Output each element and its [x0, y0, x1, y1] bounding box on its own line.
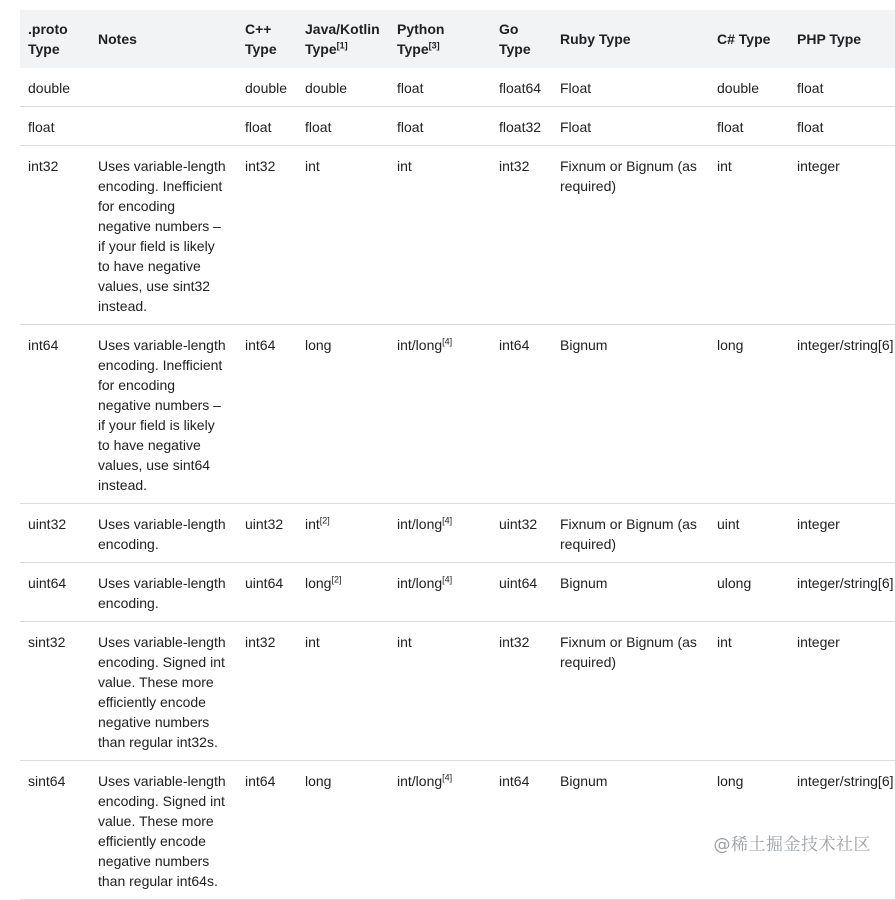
- cell-ruby-type: [552, 622, 709, 761]
- cpp-type-value: uint32: [245, 516, 284, 532]
- notes-line: instead.: [98, 298, 148, 314]
- php-type-value: integer: [797, 158, 840, 174]
- scalar-types-table-container: [20, 10, 895, 900]
- cell-go-type: [491, 107, 552, 146]
- proto-type-value: float: [28, 119, 55, 135]
- notes-line: for encoding: [98, 377, 176, 393]
- cell-go-type: [491, 563, 552, 622]
- footnote-ref[interactable]: [4]: [442, 515, 453, 526]
- csharp-type-value: long: [717, 337, 744, 353]
- proto-type-value: uint64: [28, 575, 67, 591]
- notes-line: values, use sint64: [98, 457, 211, 473]
- footnote-ref[interactable]: [4]: [442, 574, 453, 585]
- ruby-type-value: Fixnum or Bignum (as required): [560, 516, 697, 552]
- ruby-type-value: Bignum: [560, 773, 608, 789]
- scalar-value-types-table: [20, 10, 895, 900]
- table-row: [20, 622, 895, 761]
- go-type-value: uint64: [499, 575, 538, 591]
- table-row: [20, 107, 895, 146]
- cell-python-type: [389, 622, 491, 761]
- cell-ruby-type: [552, 325, 709, 504]
- notes-line: efficiently encode: [98, 833, 206, 849]
- table-row: [20, 504, 895, 563]
- header-java-kotlin-type: Java/Kotlin Type[1]: [297, 10, 389, 68]
- cell-csharp-type: [709, 146, 789, 325]
- footnote-ref[interactable]: [1]: [336, 40, 348, 51]
- go-type-value: int32: [499, 634, 530, 650]
- php-type-value: integer: [797, 634, 840, 650]
- cell-cpp-type: [237, 107, 297, 146]
- cell-cpp-type: [237, 563, 297, 622]
- cell-go-type: [491, 622, 552, 761]
- notes-line: instead.: [98, 477, 148, 493]
- cell-cpp-type: [237, 504, 297, 563]
- cell-java-kotlin-type: [297, 325, 389, 504]
- go-type-value: int64: [499, 337, 530, 353]
- proto-type-value: int32: [28, 158, 59, 174]
- footnote-ref[interactable]: [3]: [428, 40, 440, 51]
- python-type-value: float: [397, 80, 424, 96]
- cell-notes: [90, 107, 237, 146]
- header-notes: Notes: [90, 10, 237, 68]
- header-python-type: Python Type[3]: [389, 10, 491, 68]
- cell-csharp-type: [709, 622, 789, 761]
- site-watermark: @稀土掘金技术社区: [713, 835, 871, 855]
- table-row: [20, 146, 895, 325]
- csharp-type-value: uint: [717, 516, 740, 532]
- notes-line: encoding.: [98, 536, 159, 552]
- cell-php-type: [789, 107, 895, 146]
- notes-line: negative numbers –: [98, 218, 221, 234]
- php-type-value: float: [797, 119, 824, 135]
- cpp-type-value: double: [245, 80, 288, 96]
- go-type-value: float32: [499, 119, 542, 135]
- notes-line: Uses variable-length: [98, 634, 226, 650]
- cpp-type-value: int32: [245, 634, 276, 650]
- cell-php-type: [789, 68, 895, 107]
- cell-php-type: [789, 504, 895, 563]
- go-type-value: int32: [499, 158, 530, 174]
- header-go-type: Go Type: [491, 10, 552, 68]
- notes-line: Uses variable-length: [98, 158, 226, 174]
- php-type-value: integer/string[6]: [797, 773, 894, 789]
- cell-notes: [90, 761, 237, 900]
- go-type-value: float64: [499, 80, 542, 96]
- ruby-type-value: Fixnum or Bignum (as required): [560, 158, 697, 194]
- notes-line: to have negative: [98, 258, 201, 274]
- notes-line: if your field is likely: [98, 417, 215, 433]
- notes-line: encoding. Inefficient: [98, 357, 223, 373]
- notes-line: Uses variable-length: [98, 516, 226, 532]
- cell-proto-type: [20, 504, 90, 563]
- cell-ruby-type: [552, 107, 709, 146]
- cell-csharp-type: [709, 325, 789, 504]
- cpp-type-value: int32: [245, 158, 276, 174]
- notes-line: negative numbers: [98, 853, 210, 869]
- cpp-type-value: int64: [245, 773, 276, 789]
- cell-ruby-type: [552, 68, 709, 107]
- python-type-value: int: [397, 158, 412, 174]
- notes-line: Uses variable-length: [98, 575, 226, 591]
- java-type-value: int: [305, 516, 320, 532]
- cell-proto-type: [20, 622, 90, 761]
- notes-line: encoding. Signed int: [98, 654, 225, 670]
- cpp-type-value: int64: [245, 337, 276, 353]
- go-type-value: int64: [499, 773, 530, 789]
- header-php-type: PHP Type: [789, 10, 895, 68]
- notes-line: to have negative: [98, 437, 201, 453]
- php-type-value: integer/string[6]: [797, 575, 894, 591]
- cell-csharp-type: [709, 504, 789, 563]
- csharp-type-value: long: [717, 773, 744, 789]
- cell-python-type: [389, 146, 491, 325]
- java-type-value: long: [305, 575, 332, 591]
- cell-notes: [90, 622, 237, 761]
- cell-notes: [90, 563, 237, 622]
- notes-line: values, use sint32: [98, 278, 211, 294]
- java-type-value: int: [305, 158, 320, 174]
- java-type-value: double: [305, 80, 348, 96]
- cell-php-type: [789, 622, 895, 761]
- cell-python-type: [389, 107, 491, 146]
- csharp-type-value: ulong: [717, 575, 752, 591]
- java-type-value: float: [305, 119, 332, 135]
- footnote-ref[interactable]: [4]: [442, 336, 453, 347]
- cell-csharp-type: [709, 107, 789, 146]
- java-type-value: long: [305, 337, 332, 353]
- cell-go-type: [491, 325, 552, 504]
- notes-line: than regular int64s.: [98, 873, 218, 889]
- cell-csharp-type: [709, 68, 789, 107]
- cell-notes: [90, 504, 237, 563]
- notes-line: value. These more: [98, 674, 214, 690]
- cell-cpp-type: [237, 622, 297, 761]
- cell-java-kotlin-type: [297, 622, 389, 761]
- header-csharp-type: C# Type: [709, 10, 789, 68]
- cell-ruby-type: [552, 563, 709, 622]
- cell-proto-type: [20, 761, 90, 900]
- footnote-ref[interactable]: [2]: [319, 515, 330, 526]
- table-header-row: [20, 10, 895, 68]
- notes-line: Uses variable-length: [98, 773, 226, 789]
- notes-line: Uses variable-length: [98, 337, 226, 353]
- cell-php-type: [789, 325, 895, 504]
- php-type-value: integer/string[6]: [797, 337, 894, 353]
- proto-type-value: double: [28, 80, 71, 96]
- java-type-value: int: [305, 634, 320, 650]
- cell-php-type: [789, 146, 895, 325]
- cell-java-kotlin-type: [297, 563, 389, 622]
- csharp-type-value: int: [717, 158, 732, 174]
- php-type-value: integer: [797, 516, 840, 532]
- notes-line: negative numbers –: [98, 397, 221, 413]
- python-type-value: float: [397, 119, 424, 135]
- csharp-type-value: float: [717, 119, 744, 135]
- cell-proto-type: [20, 146, 90, 325]
- cell-java-kotlin-type: [297, 68, 389, 107]
- notes-line: for encoding: [98, 198, 176, 214]
- notes-line: negative numbers: [98, 714, 210, 730]
- ruby-type-value: Float: [560, 119, 592, 135]
- python-type-value: int/long: [397, 337, 443, 353]
- cell-ruby-type: [552, 146, 709, 325]
- cell-python-type: [389, 325, 491, 504]
- cell-cpp-type: [237, 761, 297, 900]
- proto-type-value: int64: [28, 337, 59, 353]
- cell-proto-type: [20, 325, 90, 504]
- cell-cpp-type: [237, 325, 297, 504]
- csharp-type-value: int: [717, 634, 732, 650]
- cell-go-type: [491, 146, 552, 325]
- ruby-type-value: Fixnum or Bignum (as required): [560, 634, 697, 670]
- cell-java-kotlin-type: [297, 761, 389, 900]
- notes-line: efficiently encode: [98, 694, 206, 710]
- cell-csharp-type: [709, 563, 789, 622]
- proto-type-value: uint32: [28, 516, 67, 532]
- java-type-value: long: [305, 773, 332, 789]
- cell-python-type: [389, 504, 491, 563]
- footnote-ref[interactable]: [4]: [442, 772, 453, 783]
- cell-cpp-type: [237, 146, 297, 325]
- ruby-type-value: Float: [560, 80, 592, 96]
- python-type-value: int: [397, 634, 412, 650]
- notes-line: value. These more: [98, 813, 214, 829]
- csharp-type-value: double: [717, 80, 760, 96]
- notes-line: than regular int32s.: [98, 734, 218, 750]
- notes-line: encoding. Signed int: [98, 793, 225, 809]
- go-type-value: uint32: [499, 516, 538, 532]
- table-row: [20, 325, 895, 504]
- cell-proto-type: [20, 68, 90, 107]
- cell-python-type: [389, 68, 491, 107]
- cell-php-type: [789, 563, 895, 622]
- proto-type-value: sint32: [28, 634, 66, 650]
- php-type-value: float: [797, 80, 824, 96]
- cell-go-type: [491, 761, 552, 900]
- ruby-type-value: Bignum: [560, 337, 608, 353]
- cell-java-kotlin-type: [297, 107, 389, 146]
- cell-ruby-type: [552, 761, 709, 900]
- cpp-type-value: uint64: [245, 575, 284, 591]
- notes-line: encoding.: [98, 595, 159, 611]
- table-body: [20, 68, 895, 900]
- cell-go-type: [491, 68, 552, 107]
- cell-proto-type: [20, 563, 90, 622]
- proto-type-value: sint64: [28, 773, 66, 789]
- ruby-type-value: Bignum: [560, 575, 608, 591]
- python-type-value: int/long: [397, 516, 443, 532]
- table-row: [20, 68, 895, 107]
- footnote-ref[interactable]: [2]: [331, 574, 342, 585]
- header-proto-type: .proto Type: [20, 10, 90, 68]
- cell-notes: [90, 68, 237, 107]
- cell-python-type: [389, 761, 491, 900]
- python-type-value: int/long: [397, 575, 443, 591]
- python-type-value: int/long: [397, 773, 443, 789]
- cell-ruby-type: [552, 504, 709, 563]
- notes-line: encoding. Inefficient: [98, 178, 223, 194]
- cpp-type-value: float: [245, 119, 272, 135]
- notes-line: if your field is likely: [98, 238, 215, 254]
- cell-java-kotlin-type: [297, 146, 389, 325]
- table-row: [20, 563, 895, 622]
- cell-notes: [90, 146, 237, 325]
- cell-notes: [90, 325, 237, 504]
- header-cpp-type: C++ Type: [237, 10, 297, 68]
- header-ruby-type: Ruby Type: [552, 10, 709, 68]
- cell-go-type: [491, 504, 552, 563]
- cell-java-kotlin-type: [297, 504, 389, 563]
- cell-cpp-type: [237, 68, 297, 107]
- cell-python-type: [389, 563, 491, 622]
- cell-proto-type: [20, 107, 90, 146]
